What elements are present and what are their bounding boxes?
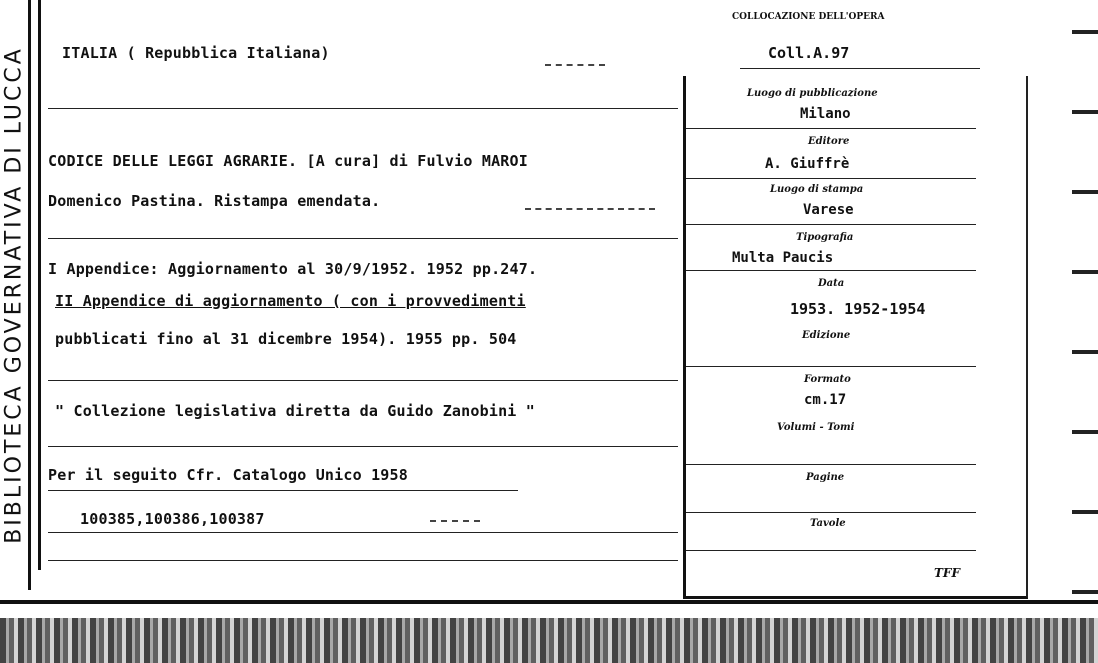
box-rule-4 [686,270,976,271]
corner-mark: TFF [934,566,960,580]
library-name: BIBLIOTECA GOVERNATIVA DI LUCCA [1,46,27,544]
rule-3 [48,380,678,381]
series-line: " Collezione legislativa diretta da Guido Zanobini " [55,402,535,420]
print-place-value: Varese [803,202,854,218]
rule-6 [48,532,678,533]
printer-label: Tipografia [796,232,854,243]
place-label: Luogo di pubblicazione [747,88,878,99]
rule-2 [48,238,678,239]
plates-label: Tavole [810,518,846,529]
place-value: Milano [800,106,851,122]
appendix-line-1: I Appendice: Aggiornamento al 30/9/1952. 1952 pp.247. [48,260,538,278]
bibliographic-fields-box [683,76,1028,599]
scan-noise-strip [0,618,1098,663]
print-place-label: Luogo di stampa [770,184,864,195]
title-line-2: Domenico Pastina. Ristampa emendata. [48,192,381,210]
box-rule-7 [686,512,976,513]
title-dash [525,208,655,210]
collocation-value: Coll.A.97 [768,44,850,62]
printer-value: Multa Paucis [732,250,834,266]
box-rule-2 [686,178,976,179]
rule-7 [48,560,678,561]
box-rule-3 [686,224,976,225]
rule-4 [48,446,678,447]
inventory-numbers: 100385,100386,100387 [80,510,265,528]
rule-1 [48,108,678,109]
volumes-label: Volumi - Tomi [777,422,855,433]
date-value: 1953. 1952-1954 [790,300,926,318]
card-heading: ITALIA ( Repubblica Italiana) [62,44,330,62]
publisher-label: Editore [808,136,850,147]
appendix-line-2: II Appendice di aggiornamento ( con i provvedimenti [55,292,526,310]
box-rule-1 [686,128,976,129]
collocation-underline [740,68,980,69]
pages-label: Pagine [806,472,845,483]
publisher-value: A. Giuffrè [765,156,850,172]
library-spine [0,0,31,590]
box-rule-5 [686,366,976,367]
scan-edge [1072,0,1098,640]
format-label: Formato [804,374,851,385]
title-line-1: CODICE DELLE LEGGI AGRARIE. [A cura] di Fulvio MAROI [48,152,528,170]
appendix-line-3: pubblicati fino al 31 dicembre 1954). 1955 pp. 504 [55,330,517,348]
date-label: Data [818,278,845,289]
collocation-label: COLLOCAZIONE DELL'OPERA [732,12,885,22]
format-value: cm.17 [804,392,847,408]
scan-bottom-edge [0,600,1098,604]
box-rule-8 [686,550,976,551]
box-rule-6 [686,464,976,465]
inventory-dash [430,520,480,522]
edition-label: Edizione [802,330,851,341]
heading-dash [545,64,605,66]
left-card-border [38,0,41,570]
reference-line: Per il seguito Cfr. Catalogo Unico 1958 [48,466,408,484]
rule-5 [48,490,518,491]
